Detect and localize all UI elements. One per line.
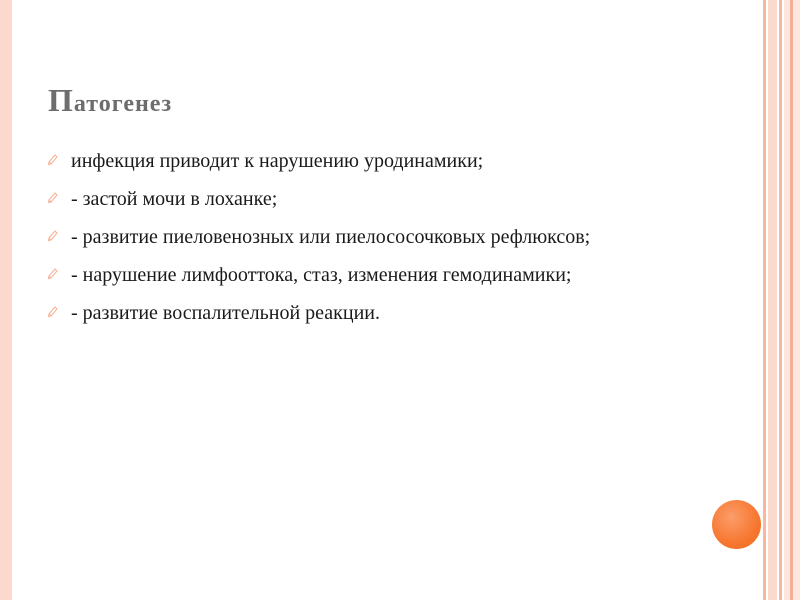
bullet-list	[46, 145, 666, 335]
bullet-text: инфекция приводит к нарушению уродинамики;	[71, 150, 484, 172]
slide-title	[48, 84, 172, 116]
right-border-stripe	[768, 0, 777, 600]
bullet-item	[46, 297, 666, 329]
bullet-item	[46, 145, 666, 177]
pencil-bullet-icon	[46, 152, 60, 166]
bullet-item	[46, 183, 666, 215]
title-rest: атогенез	[73, 91, 173, 117]
pencil-bullet-icon	[46, 304, 60, 318]
right-border-stripe	[790, 0, 793, 600]
pencil-bullet-icon	[46, 190, 60, 204]
title-initial: П	[48, 82, 74, 118]
right-border-stripe	[763, 0, 766, 600]
pencil-bullet-icon	[46, 266, 60, 280]
bullet-text: - застой мочи в лоханке;	[71, 188, 278, 210]
bullet-item	[46, 259, 666, 291]
right-border-stripe	[779, 0, 782, 600]
pencil-bullet-icon	[46, 228, 60, 242]
decorative-orange-circle	[712, 500, 761, 549]
left-border	[0, 0, 12, 600]
bullet-text: - развитие пиеловенозных или пиелососочковых рефлюксов;	[71, 226, 591, 248]
bullet-item	[46, 221, 666, 253]
bullet-text: - нарушение лимфооттока, стаз, изменения гемодинамики;	[71, 264, 572, 286]
bullet-text: - развитие воспалительной реакции.	[71, 302, 380, 324]
